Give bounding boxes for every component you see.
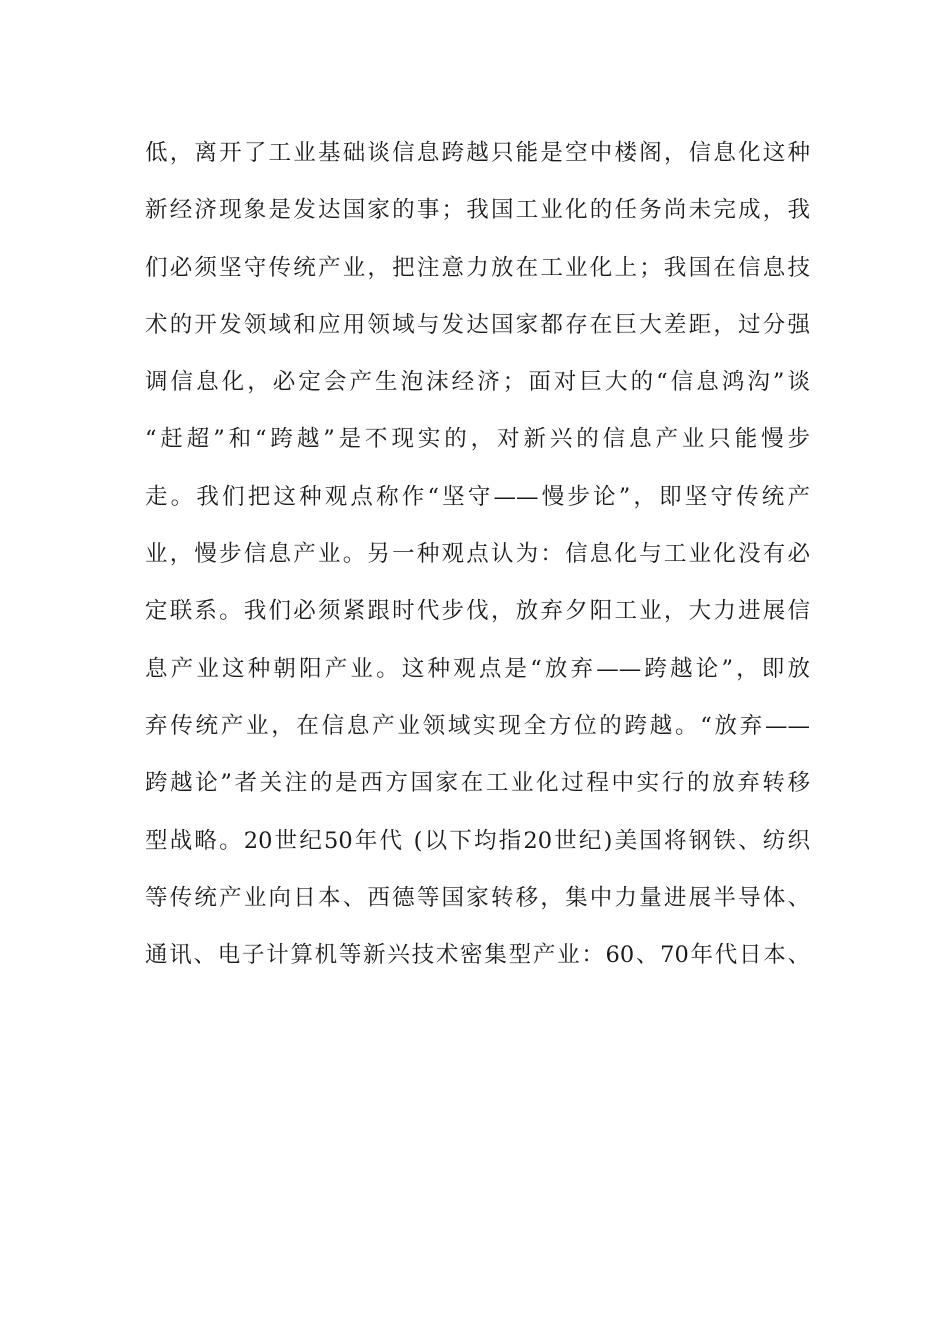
text-line: 等传统产业向日本、西德等国家转移，集中力量进展半导体、 xyxy=(145,884,810,911)
text-line: 息产业这种朝阳产业。这种观点是“放弃——跨越论”，即放 xyxy=(145,655,810,682)
text-line: 业，慢步信息产业。另一种观点认为：信息化与工业化没有必 xyxy=(145,541,810,568)
body-paragraph xyxy=(145,128,810,987)
text-line: 调信息化，必定会产生泡沫经济；面对巨大的“信息鸿沟”谈 xyxy=(145,369,810,396)
text-line: 新经济现象是发达国家的事；我国工业化的任务尚未完成，我 xyxy=(145,197,810,224)
text-line: 通讯、电子计算机等新兴技术密集型产业：60、70年代日本、 xyxy=(145,942,810,969)
text-line: 术的开发领域和应用领域与发达国家都存在巨大差距，过分强 xyxy=(145,311,810,338)
text-line: 们必须坚守传统产业，把注意力放在工业化上；我国在信息技 xyxy=(145,254,810,281)
text-line: 跨越论”者关注的是西方国家在工业化过程中实行的放弃转移 xyxy=(145,770,810,797)
text-line: 低，离开了工业基础谈信息跨越只能是空中楼阁，信息化这种 xyxy=(145,140,810,166)
text-line: “赶超”和“跨越”是不现实的，对新兴的信息产业只能慢步 xyxy=(145,426,810,453)
text-line: 走。我们把这种观点称作“坚守——慢步论”，即坚守传统产 xyxy=(145,483,810,510)
text-line: 弃传统产业，在信息产业领域实现全方位的跨越。“放弃—— xyxy=(145,712,810,739)
text-line: 定联系。我们必须紧跟时代步伐，放弃夕阳工业，大力进展信 xyxy=(145,598,810,625)
text-line: 型战略。20世纪50年代 (以下均指20世纪)美国将钢铁、纺织 xyxy=(145,827,810,854)
